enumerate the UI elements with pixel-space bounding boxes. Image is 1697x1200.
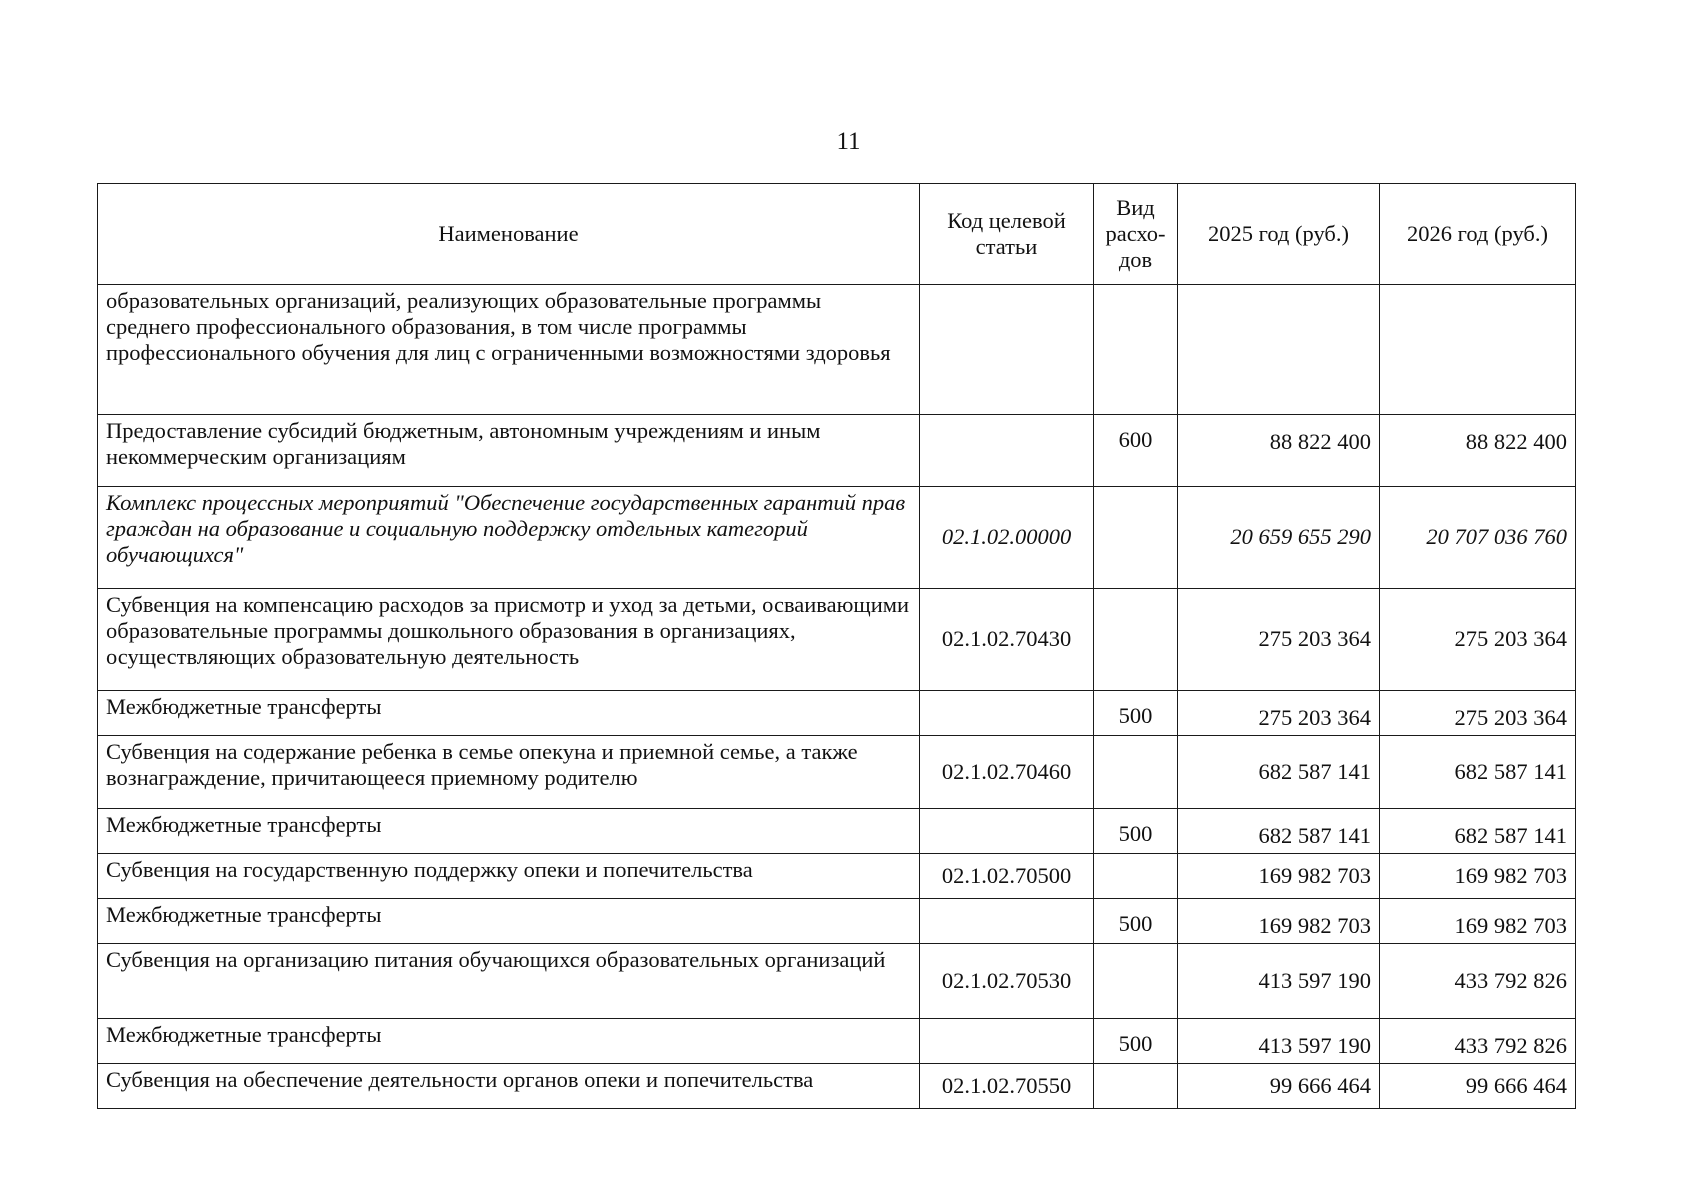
- row-name: Субвенция на организацию питания обучающихся образовательных организаций: [98, 944, 920, 1019]
- row-2026: [1380, 285, 1576, 415]
- row-code: [920, 691, 1094, 736]
- table-row: [98, 487, 1576, 589]
- header-2026: 2026 год (руб.): [1380, 184, 1576, 285]
- row-2025: 20 659 655 290: [1178, 487, 1380, 589]
- header-name: Наименование: [98, 184, 920, 285]
- table-row: [98, 589, 1576, 691]
- row-2025: 88 822 400: [1178, 415, 1380, 487]
- row-type: [1094, 1064, 1178, 1109]
- row-type: [1094, 736, 1178, 809]
- row-2025: 413 597 190: [1178, 1019, 1380, 1064]
- table-row: [98, 691, 1576, 736]
- row-2025: 99 666 464: [1178, 1064, 1380, 1109]
- row-name: Межбюджетные трансферты: [98, 899, 920, 944]
- row-2025: 682 587 141: [1178, 809, 1380, 854]
- row-type: [1094, 589, 1178, 691]
- row-name: образовательных организаций, реализующих образовательные программы среднего профессионального образования, в том числе программы профессионального обучения для лиц с ограниченными возможностями здоровья: [98, 285, 920, 415]
- row-code: [920, 285, 1094, 415]
- table-body: [98, 285, 1576, 1109]
- row-code: [920, 1019, 1094, 1064]
- table-row: [98, 809, 1576, 854]
- row-2026: 682 587 141: [1380, 736, 1576, 809]
- row-code: [920, 809, 1094, 854]
- row-2026: 682 587 141: [1380, 809, 1576, 854]
- row-2025: 682 587 141: [1178, 736, 1380, 809]
- row-name: Субвенция на содержание ребенка в семье опекуна и приемной семье, а также вознаграждение, причитающееся приемному родителю: [98, 736, 920, 809]
- row-2026: 275 203 364: [1380, 589, 1576, 691]
- row-name: Субвенция на компенсацию расходов за присмотр и уход за детьми, осваивающими образовательные программы дошкольного образования в организациях, осуществляющих образовательную деятельность: [98, 589, 920, 691]
- row-2026: 169 982 703: [1380, 854, 1576, 899]
- table-row: [98, 1019, 1576, 1064]
- row-type: [1094, 285, 1178, 415]
- row-2026: 99 666 464: [1380, 1064, 1576, 1109]
- row-name: Межбюджетные трансферты: [98, 691, 920, 736]
- row-type: 500: [1094, 1019, 1178, 1064]
- row-name: Комплекс процессных мероприятий "Обеспечение государственных гарантий прав граждан на образование и социальную поддержку отдельных категорий обучающихся": [98, 487, 920, 589]
- row-2025: 275 203 364: [1178, 589, 1380, 691]
- row-code: 02.1.02.70460: [920, 736, 1094, 809]
- row-2026: 433 792 826: [1380, 1019, 1576, 1064]
- header-2025: 2025 год (руб.): [1178, 184, 1380, 285]
- row-code: 02.1.02.00000: [920, 487, 1094, 589]
- table-row: [98, 944, 1576, 1019]
- row-code: 02.1.02.70500: [920, 854, 1094, 899]
- table-row: [98, 285, 1576, 415]
- row-type: 600: [1094, 415, 1178, 487]
- budget-table: [97, 183, 1576, 1109]
- row-2026: 169 982 703: [1380, 899, 1576, 944]
- row-type: 500: [1094, 899, 1178, 944]
- row-name: Предоставление субсидий бюджетным, автономным учреждениям и иным некоммерческим организациям: [98, 415, 920, 487]
- row-code: [920, 415, 1094, 487]
- header-code: Код целевой статьи: [920, 184, 1094, 285]
- row-2026: 433 792 826: [1380, 944, 1576, 1019]
- table-row: [98, 415, 1576, 487]
- row-2025: [1178, 285, 1380, 415]
- row-2025: 275 203 364: [1178, 691, 1380, 736]
- row-2026: 20 707 036 760: [1380, 487, 1576, 589]
- row-type: [1094, 854, 1178, 899]
- row-2025: 169 982 703: [1178, 854, 1380, 899]
- row-code: 02.1.02.70530: [920, 944, 1094, 1019]
- header-type: Вид расхо-дов: [1094, 184, 1178, 285]
- row-code: [920, 899, 1094, 944]
- row-name: Субвенция на обеспечение деятельности органов опеки и попечительства: [98, 1064, 920, 1109]
- row-type: 500: [1094, 691, 1178, 736]
- table-row: [98, 736, 1576, 809]
- row-name: Субвенция на государственную поддержку опеки и попечительства: [98, 854, 920, 899]
- table-row: [98, 899, 1576, 944]
- row-2025: 413 597 190: [1178, 944, 1380, 1019]
- table-row: [98, 854, 1576, 899]
- row-code: 02.1.02.70430: [920, 589, 1094, 691]
- row-2026: 88 822 400: [1380, 415, 1576, 487]
- row-type: [1094, 944, 1178, 1019]
- row-name: Межбюджетные трансферты: [98, 809, 920, 854]
- row-2025: 169 982 703: [1178, 899, 1380, 944]
- table-row: [98, 1064, 1576, 1109]
- row-code: 02.1.02.70550: [920, 1064, 1094, 1109]
- row-name: Межбюджетные трансферты: [98, 1019, 920, 1064]
- row-2026: 275 203 364: [1380, 691, 1576, 736]
- page-number: 11: [836, 128, 861, 155]
- row-type: 500: [1094, 809, 1178, 854]
- row-type: [1094, 487, 1178, 589]
